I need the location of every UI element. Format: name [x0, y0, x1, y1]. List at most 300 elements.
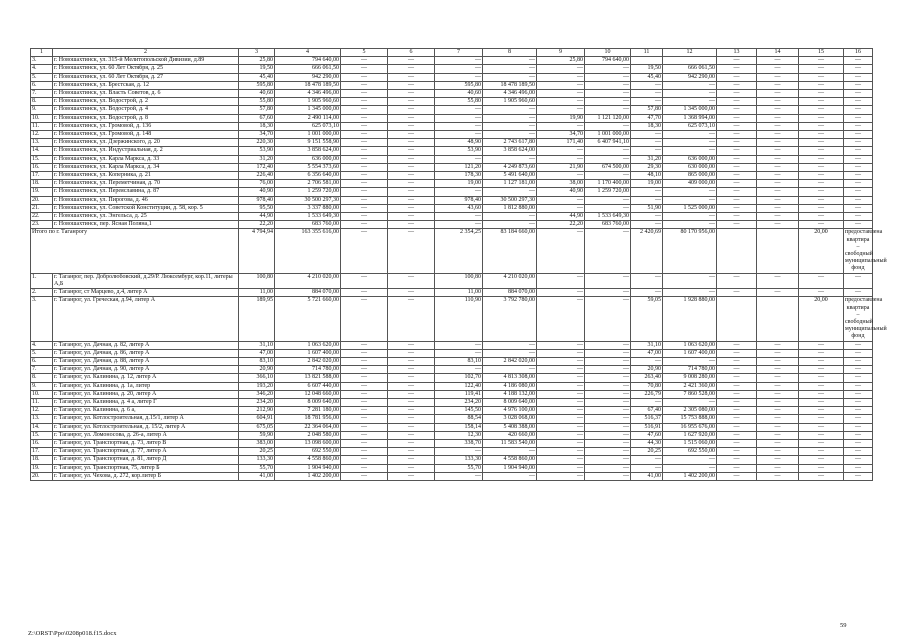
table-row	[31, 357, 873, 365]
value-cell: —	[799, 382, 844, 390]
value-cell: —	[757, 172, 799, 180]
value-cell: —	[844, 163, 873, 171]
value-cell: —	[585, 289, 631, 297]
value-cell: 675,05	[239, 423, 275, 431]
value-cell: 40,60	[435, 90, 483, 98]
value-cell: —	[435, 213, 483, 221]
value-cell: 18 781 956,00	[275, 415, 341, 423]
value-cell: —	[341, 390, 388, 398]
value-cell: 11,00	[239, 289, 275, 297]
value-cell: —	[717, 357, 757, 365]
address-cell: г. Новошахтинск, ул. Громовой, д. 148	[53, 131, 239, 139]
row-number: 11.	[31, 122, 53, 130]
address-cell: г. Новошахтинск, ул. Водострой, д. 8	[53, 114, 239, 122]
header-cell: 10	[585, 49, 631, 57]
value-cell: —	[799, 448, 844, 456]
value-cell: 865 000,00	[663, 172, 717, 180]
row-number: 14.	[31, 147, 53, 155]
value-cell: 1 905 960,60	[275, 98, 341, 106]
address-cell: г. Таганрог, ул. Ломоносова, д. 26-а, литер А	[53, 431, 239, 439]
value-cell: —	[799, 431, 844, 439]
value-cell: 5 554 373,60	[275, 163, 341, 171]
value-cell: —	[757, 90, 799, 98]
value-cell: 5 721 660,00	[275, 297, 341, 341]
value-cell: —	[341, 415, 388, 423]
total-value-cell: 163 355 616,00	[275, 229, 341, 273]
value-cell: 1 368 994,00	[663, 114, 717, 122]
value-cell: —	[435, 122, 483, 130]
value-cell: —	[341, 196, 388, 204]
value-cell: —	[844, 139, 873, 147]
value-cell: —	[388, 106, 435, 114]
value-cell: 43,60	[435, 204, 483, 212]
value-cell: 226,79	[631, 390, 663, 398]
value-cell: 45,40	[239, 73, 275, 81]
value-cell: 19,50	[239, 65, 275, 73]
row-number: 15.	[31, 431, 53, 439]
row-number: 7.	[31, 366, 53, 374]
value-cell	[631, 57, 663, 65]
value-cell: —	[717, 90, 757, 98]
value-cell: —	[757, 472, 799, 480]
total-value-cell: —	[585, 229, 631, 273]
value-cell: —	[341, 448, 388, 456]
address-cell: г. Новошахтинск, ул. Брестская, д. 12	[53, 81, 239, 89]
value-cell: 1 259 720,00	[585, 188, 631, 196]
value-cell: —	[341, 289, 388, 297]
value-cell: 100,80	[239, 273, 275, 288]
value-cell: 714 780,00	[275, 366, 341, 374]
value-cell: —	[388, 297, 435, 341]
value-cell: 44,30	[631, 439, 663, 447]
value-cell: —	[388, 415, 435, 423]
value-cell: 3 028 068,00	[483, 415, 537, 423]
value-cell: —	[799, 98, 844, 106]
table-row	[31, 180, 873, 188]
value-cell: —	[757, 431, 799, 439]
value-cell: —	[341, 398, 388, 406]
value-cell: —	[757, 163, 799, 171]
value-cell: 4 976 100,00	[483, 407, 537, 415]
value-cell: 1 812 880,00	[483, 204, 537, 212]
value-cell: —	[483, 349, 537, 357]
value-cell: 674 500,00	[585, 163, 631, 171]
value-cell: —	[585, 398, 631, 406]
value-cell: —	[757, 155, 799, 163]
value-cell: 9 151 558,90	[275, 139, 341, 147]
row-number: 14.	[31, 423, 53, 431]
value-cell: —	[663, 98, 717, 106]
value-cell: 8 009 640,00	[275, 398, 341, 406]
address-cell: г. Таганрог, ул. Калинина, д. 20, литер А	[53, 390, 239, 398]
address-cell: г. Новошахтинск, ул. 60 Лет Октября, д. 25	[53, 65, 239, 73]
value-cell: 683 760,00	[585, 221, 631, 229]
value-cell: —	[717, 131, 757, 139]
value-cell: 44,90	[537, 213, 585, 221]
value-cell: 1 345 000,00	[275, 106, 341, 114]
footer-file-path: Z:\ORST\Ppo\0208p018.f15.docx	[28, 630, 117, 637]
address-cell: г. Таганрог, пер. Добролюбовский, д.29/Р. Люксембург, кор.11, литеры А,Б	[53, 273, 239, 288]
value-cell: 44,90	[239, 213, 275, 221]
value-cell: —	[844, 114, 873, 122]
value-cell: —	[537, 122, 585, 130]
value-cell: —	[717, 341, 757, 349]
row-number: 12.	[31, 407, 53, 415]
value-cell: —	[537, 98, 585, 106]
address-cell: г. Таганрог, ул. Котлостроительная, д. 15/2, литер А	[53, 423, 239, 431]
header-cell: 3	[239, 49, 275, 57]
value-cell: —	[799, 196, 844, 204]
value-cell: 212,90	[239, 407, 275, 415]
value-cell: —	[537, 431, 585, 439]
header-cell: 8	[483, 49, 537, 57]
value-cell: —	[341, 172, 388, 180]
value-cell: 1 904 940,00	[275, 464, 341, 472]
address-cell: г. Новошахтинск, ул. Громовой, д. 136	[53, 122, 239, 130]
address-cell: г. Новошахтинск, ул. Переметчиная, д. 70	[53, 180, 239, 188]
value-cell: —	[663, 147, 717, 155]
address-cell: г. Таганрог, ул. Дачная, д. 88, литер А	[53, 357, 239, 365]
value-cell: 595,80	[239, 81, 275, 89]
row-number: 4.	[31, 65, 53, 73]
value-cell: 625 073,10	[663, 122, 717, 130]
table-row	[31, 423, 873, 431]
table-row	[31, 407, 873, 415]
value-cell: —	[537, 407, 585, 415]
value-cell: —	[717, 374, 757, 382]
value-cell: 683 760,00	[275, 221, 341, 229]
address-cell: г. Новошахтинск, ул. Советской Конституции, д. 58, кор. 5	[53, 204, 239, 212]
value-cell: 4 813 308,00	[483, 374, 537, 382]
table-row	[31, 297, 873, 341]
value-cell: 57,80	[239, 106, 275, 114]
value-cell: 636 000,00	[275, 155, 341, 163]
value-cell: 666 061,50	[275, 65, 341, 73]
table-row	[31, 456, 873, 464]
value-cell: —	[585, 106, 631, 114]
value-cell: —	[757, 204, 799, 212]
value-cell: —	[717, 139, 757, 147]
value-cell: 22,20	[239, 221, 275, 229]
value-cell: —	[388, 357, 435, 365]
table-row	[31, 188, 873, 196]
address-cell: г. Новошахтинск, ул. Энгельса, д. 25	[53, 213, 239, 221]
value-cell: —	[537, 357, 585, 365]
value-cell: 4 249 873,60	[483, 163, 537, 171]
value-cell: 19,00	[631, 180, 663, 188]
value-cell: —	[537, 155, 585, 163]
value-cell: —	[585, 349, 631, 357]
value-cell: 4 558 860,00	[275, 456, 341, 464]
value-cell: —	[341, 431, 388, 439]
row-number: 19.	[31, 464, 53, 472]
value-cell: —	[537, 341, 585, 349]
value-cell: —	[844, 423, 873, 431]
address-cell: г. Таганрог, ул. Котлостроительная, д.15/1, литер А	[53, 415, 239, 423]
value-cell: —	[388, 431, 435, 439]
value-cell: —	[435, 448, 483, 456]
value-cell: 47,70	[631, 114, 663, 122]
value-cell: 226,40	[239, 172, 275, 180]
value-cell: —	[717, 289, 757, 297]
value-cell: —	[585, 297, 631, 341]
value-cell: —	[717, 65, 757, 73]
value-cell: —	[844, 398, 873, 406]
value-cell: 83,10	[435, 357, 483, 365]
header-cell: 13	[717, 49, 757, 57]
value-cell: —	[341, 204, 388, 212]
address-cell: г. Новошахтинск, ул. 315-й Мелитопольской Дивизии, д.89	[53, 57, 239, 65]
value-cell: —	[757, 448, 799, 456]
value-cell: —	[435, 106, 483, 114]
value-cell: —	[483, 114, 537, 122]
value-cell: —	[585, 374, 631, 382]
value-cell: 11 583 540,00	[483, 439, 537, 447]
value-cell: —	[799, 180, 844, 188]
value-cell: —	[631, 464, 663, 472]
value-cell: —	[341, 98, 388, 106]
value-cell: —	[631, 131, 663, 139]
value-cell: 25,80	[537, 57, 585, 65]
header-cell: 5	[341, 49, 388, 57]
value-cell: —	[537, 415, 585, 423]
value-cell: 193,20	[239, 382, 275, 390]
value-cell: —	[388, 472, 435, 480]
value-cell: —	[844, 382, 873, 390]
table-row	[31, 163, 873, 171]
value-cell: —	[435, 131, 483, 139]
value-cell: —	[663, 196, 717, 204]
value-cell: —	[537, 106, 585, 114]
table-row	[31, 90, 873, 98]
header-cell: 4	[275, 49, 341, 57]
value-cell: —	[799, 221, 844, 229]
value-cell: —	[631, 139, 663, 147]
address-cell: г. Новошахтинск, пер. Ясная Поляна,1	[53, 221, 239, 229]
value-cell: —	[537, 289, 585, 297]
value-cell: —	[717, 188, 757, 196]
value-cell: 18 478 189,50	[275, 81, 341, 89]
value-cell: —	[757, 464, 799, 472]
value-cell: 40,90	[537, 188, 585, 196]
value-cell: 67,40	[631, 407, 663, 415]
value-cell: —	[717, 390, 757, 398]
value-cell: —	[663, 81, 717, 89]
value-cell: 1 402 200,00	[275, 472, 341, 480]
value-cell: 13 821 588,00	[275, 374, 341, 382]
value-cell: —	[799, 172, 844, 180]
value-cell: —	[717, 180, 757, 188]
value-cell: —	[799, 390, 844, 398]
row-number: 12.	[31, 131, 53, 139]
value-cell: 13 098 600,00	[275, 439, 341, 447]
value-cell: —	[663, 464, 717, 472]
value-cell: —	[388, 398, 435, 406]
value-cell: —	[631, 147, 663, 155]
total-value-cell: 2 420,69	[631, 229, 663, 273]
value-cell: —	[717, 196, 757, 204]
value-cell: —	[388, 349, 435, 357]
value-cell: 338,70	[435, 439, 483, 447]
value-cell: —	[844, 81, 873, 89]
value-cell: 57,80	[631, 106, 663, 114]
value-cell: —	[844, 196, 873, 204]
value-cell: —	[341, 180, 388, 188]
value-cell: —	[757, 366, 799, 374]
value-cell: —	[631, 98, 663, 106]
value-cell: —	[757, 213, 799, 221]
value-cell: —	[844, 464, 873, 472]
value-cell: —	[799, 289, 844, 297]
value-cell: 604,91	[239, 415, 275, 423]
value-cell: —	[844, 213, 873, 221]
total-value-cell: —	[341, 229, 388, 273]
value-cell: —	[483, 221, 537, 229]
value-cell: —	[717, 122, 757, 130]
value-cell: —	[585, 122, 631, 130]
value-cell: —	[717, 57, 757, 65]
value-cell: 2 842 020,00	[275, 357, 341, 365]
value-cell: —	[585, 155, 631, 163]
value-cell: 34,70	[537, 131, 585, 139]
value-cell: —	[631, 221, 663, 229]
value-cell: 172,40	[239, 163, 275, 171]
table-row	[31, 73, 873, 81]
value-cell: 38,00	[537, 180, 585, 188]
value-cell: —	[717, 448, 757, 456]
address-cell: г. Новошахтинск, ул. Карла Маркса, д. 33	[53, 155, 239, 163]
value-cell: —	[388, 390, 435, 398]
value-cell: 171,40	[537, 139, 585, 147]
value-cell: 636 000,00	[663, 155, 717, 163]
value-cell: 40,60	[239, 90, 275, 98]
value-cell: 48,10	[631, 172, 663, 180]
address-cell: г. Новошахтинск, ул. 60 Лет Октября, д. 27	[53, 73, 239, 81]
value-cell: —	[757, 122, 799, 130]
value-cell: 31,10	[239, 341, 275, 349]
value-cell: —	[585, 431, 631, 439]
value-cell: —	[537, 472, 585, 480]
value-cell: —	[717, 155, 757, 163]
value-cell: —	[799, 106, 844, 114]
value-cell: —	[717, 366, 757, 374]
value-cell: —	[483, 122, 537, 130]
value-cell: —	[388, 464, 435, 472]
value-cell: —	[631, 213, 663, 221]
value-cell: —	[585, 90, 631, 98]
value-cell: —	[799, 204, 844, 212]
address-cell: г. Новошахтинск, ул. Пирогова, д. 46	[53, 196, 239, 204]
table-row	[31, 81, 873, 89]
value-cell: —	[435, 65, 483, 73]
value-cell: —	[757, 98, 799, 106]
row-number: 1.	[31, 273, 53, 288]
value-cell: —	[844, 106, 873, 114]
value-cell: —	[435, 155, 483, 163]
value-cell: —	[388, 366, 435, 374]
value-cell: 22,20	[537, 221, 585, 229]
row-number: 13.	[31, 415, 53, 423]
value-cell: 2 421 360,00	[663, 382, 717, 390]
address-cell: г. Новошахтинск, ул. Индустриальная, д. 2	[53, 147, 239, 155]
value-cell: —	[799, 472, 844, 480]
value-cell: —	[341, 357, 388, 365]
value-cell: —	[388, 439, 435, 447]
value-cell: —	[435, 349, 483, 357]
value-cell: —	[388, 221, 435, 229]
row-number: 18.	[31, 180, 53, 188]
value-cell: —	[388, 172, 435, 180]
value-cell: —	[537, 81, 585, 89]
address-cell: г. Таганрог, ул. Дачная, д. 86, литер А	[53, 349, 239, 357]
value-cell: —	[757, 374, 799, 382]
value-cell: —	[631, 90, 663, 98]
value-cell: 19,50	[631, 65, 663, 73]
value-cell: —	[717, 382, 757, 390]
value-cell: 145,50	[435, 407, 483, 415]
table-row	[31, 349, 873, 357]
value-cell: 55,70	[435, 464, 483, 472]
value-cell: —	[435, 57, 483, 65]
value-cell: —	[717, 114, 757, 122]
value-cell: —	[388, 131, 435, 139]
value-cell: 19,00	[435, 180, 483, 188]
value-cell: —	[717, 163, 757, 171]
value-cell: 4 210 020,00	[275, 273, 341, 288]
value-cell: —	[757, 139, 799, 147]
value-cell: 158,14	[435, 423, 483, 431]
value-cell: —	[799, 155, 844, 163]
value-cell: —	[585, 273, 631, 288]
value-cell: 40,90	[239, 188, 275, 196]
value-cell: —	[844, 65, 873, 73]
value-cell: —	[537, 73, 585, 81]
value-cell: —	[844, 374, 873, 382]
total-row	[31, 229, 873, 273]
value-cell: —	[631, 357, 663, 365]
value-cell: —	[537, 448, 585, 456]
value-cell: 8 009 640,00	[483, 398, 537, 406]
address-cell: г. Таганрог, ул. Чехова, д. 272, кор.литер Б	[53, 472, 239, 480]
value-cell: 4 346 496,00	[275, 90, 341, 98]
value-cell: —	[388, 65, 435, 73]
value-cell: 20,90	[239, 366, 275, 374]
value-cell: 18,30	[239, 122, 275, 130]
value-cell: —	[799, 122, 844, 130]
value-cell: —	[717, 407, 757, 415]
value-cell: —	[844, 431, 873, 439]
value-cell: 51,90	[631, 204, 663, 212]
value-cell: —	[757, 273, 799, 288]
value-cell: —	[483, 213, 537, 221]
value-cell: —	[341, 81, 388, 89]
value-cell: 1 121 120,00	[585, 114, 631, 122]
value-cell: —	[844, 439, 873, 447]
value-cell: —	[717, 472, 757, 480]
value-cell: —	[388, 114, 435, 122]
value-cell	[717, 297, 757, 341]
value-cell: 630 000,00	[663, 163, 717, 171]
address-cell: г. Новошахтинск, ул. Водострой, д. 2	[53, 98, 239, 106]
value-cell: —	[483, 366, 537, 374]
header-cell: 16	[844, 49, 873, 57]
value-cell: 55,80	[435, 98, 483, 106]
value-cell: 420 660,00	[483, 431, 537, 439]
total-value-cell	[757, 229, 799, 273]
value-cell: 5 491 640,00	[483, 172, 537, 180]
row-number: 23.	[31, 221, 53, 229]
value-cell: —	[341, 464, 388, 472]
